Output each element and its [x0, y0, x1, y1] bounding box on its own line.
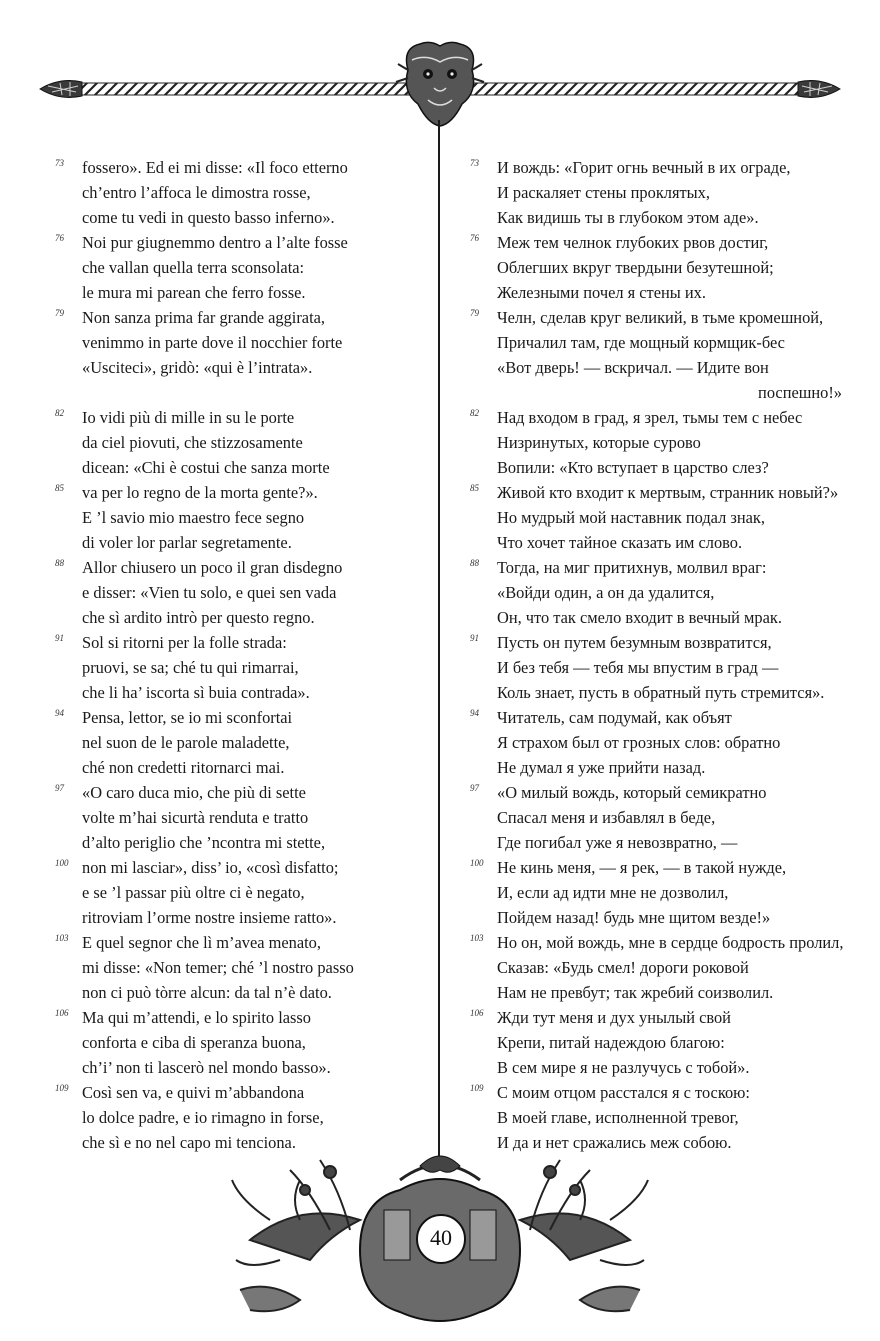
verse-line [470, 630, 855, 655]
verse-text: Сказав: «Будь смел! дороги роковой [497, 958, 749, 977]
verse-line [55, 680, 430, 705]
verse-line [55, 855, 430, 880]
verse-text: ch’i’ non ti lascerò nel mondo basso». [82, 1058, 331, 1077]
italian-column [55, 155, 430, 1155]
verse-text: Не думал я уже прийти назад. [497, 758, 706, 777]
verse-text: E ’l savio mio maestro fece segno [82, 508, 305, 527]
stanza [55, 780, 430, 855]
verse-line [470, 330, 855, 355]
verse-text: И без тебя — тебя мы впустим в град — [497, 658, 779, 677]
verse-text: nel suon de le parole maladette, [82, 733, 290, 752]
line-number: 79 [470, 308, 479, 318]
verse-text: Тогда, на миг притихнув, молвил враг: [497, 558, 767, 577]
verse-line [470, 255, 855, 280]
verse-line [470, 1105, 855, 1130]
foliage-left [232, 1160, 360, 1311]
verse-text: ch’entro l’affoca le dimostra rosse, [82, 183, 311, 202]
stanza [55, 480, 430, 555]
verse-line [55, 830, 430, 855]
verse-line [470, 155, 855, 180]
stanza [470, 480, 855, 555]
verse-line [55, 205, 430, 230]
stanza [55, 305, 430, 405]
verse-line [55, 555, 430, 580]
line-number: 100 [470, 858, 484, 868]
pine-cone-finial-right [798, 81, 840, 98]
stanza [470, 230, 855, 305]
stanza [470, 405, 855, 480]
verse-line [470, 855, 855, 880]
verse-text: «О милый вождь, который семикратно [497, 783, 767, 802]
verse-text: ché non credetti ritornarci mai. [82, 758, 285, 777]
stanza [55, 1005, 430, 1080]
verse-line [55, 280, 430, 305]
verse-text: Где погибал уже я невозвратно, — [497, 833, 738, 852]
line-number: 100 [55, 858, 69, 868]
verse-text: va per lo regno de la morta gente?». [82, 483, 318, 502]
verse-line [470, 380, 855, 405]
header-ornament [0, 0, 880, 150]
stanza [55, 555, 430, 630]
verse-text: Он, что так смело входит в вечный мрак. [497, 608, 782, 627]
verse-text: И, если ад идти мне не дозволил, [497, 883, 729, 902]
verse-text: «Вот дверь! — вскричал. — Идите вон [497, 358, 769, 377]
verse-text: che vallan quella terra sconsolata: [82, 258, 305, 277]
stanza [55, 930, 430, 1005]
verse-line [470, 530, 855, 555]
verse-text: Ma qui m’attendi, e lo spirito lasso [82, 1008, 311, 1027]
verse-line [55, 730, 430, 755]
verse-line [55, 605, 430, 630]
verse-line [470, 1055, 855, 1080]
verse-text: Но он, мой вождь, мне в сердце бодрость пролил, [497, 933, 844, 952]
line-number: 94 [470, 708, 479, 718]
verse-text: Я страхом был от грозных слов: обратно [497, 733, 781, 752]
verse-text: non ci può tòrre alcun: da tal n’è dato. [82, 983, 332, 1002]
russian-column [470, 155, 855, 1155]
verse-text: Железными почел я стены их. [497, 283, 706, 302]
verse-text: Io vidi più di mille in su le porte [82, 408, 295, 427]
verse-text: mi disse: «Non temer; ché ’l nostro passo [82, 958, 354, 977]
verse-line [55, 905, 430, 930]
line-number: 82 [55, 408, 64, 418]
verse-line [470, 455, 855, 480]
verse-line [55, 180, 430, 205]
stanza [55, 155, 430, 230]
verse-text: che sì e no nel capo mi tenciona. [82, 1133, 296, 1152]
page-number: 40 [430, 1225, 452, 1250]
verse-line [55, 1105, 430, 1130]
verse-line [470, 230, 855, 255]
verse-text: Пойдем назад! будь мне щитом везде!» [497, 908, 771, 927]
verse-text: Облегших вкруг твердыни безутешной; [497, 258, 774, 277]
verse-text: Как видишь ты в глубоком этом аде». [497, 208, 759, 227]
verse-text: Пусть он путем безумным возвратится, [497, 633, 772, 652]
verse-line [55, 305, 430, 330]
verse-text: И вождь: «Горит огнь вечный в их ограде, [497, 158, 791, 177]
verse-line [470, 880, 855, 905]
verse-line [470, 730, 855, 755]
verse-text: Что хочет тайное сказать им слово. [497, 533, 743, 552]
verse-line [55, 705, 430, 730]
verse-line [470, 955, 855, 980]
stanza [55, 230, 430, 305]
verse-text: Жди тут меня и дух унылый свой [497, 1008, 731, 1027]
verse-line [470, 655, 855, 680]
verse-text: Noi pur giugnemmo dentro a l’alte fosse [82, 233, 348, 252]
line-number: 79 [55, 308, 64, 318]
verse-line [470, 605, 855, 630]
verse-text: Non sanza prima far grande aggirata, [82, 308, 326, 327]
verse-line [470, 555, 855, 580]
line-number: 88 [470, 558, 479, 568]
verse-line [470, 705, 855, 730]
line-number: 85 [55, 483, 64, 493]
verse-line [470, 780, 855, 805]
verse-line [55, 505, 430, 530]
verse-text: Не кинь меня, — я рек, — в такой нужде, [497, 858, 787, 877]
verse-text: venimmo in parte dove il nocchier forte [82, 333, 343, 352]
stanza [470, 705, 855, 780]
verse-text: Sol si ritorni per la folle strada: [82, 633, 287, 652]
verse-line [55, 355, 430, 380]
verse-text: И да и нет сражались меж собою. [497, 1133, 732, 1152]
verse-text: «O caro duca mio, che più di sette [82, 783, 306, 802]
verse-line [55, 805, 430, 830]
verse-line [470, 1080, 855, 1105]
foliage-right [520, 1160, 648, 1311]
verse-line [55, 880, 430, 905]
verse-line [55, 1030, 430, 1055]
verse-line [470, 905, 855, 930]
verse-text: «Usciteci», gridò: «qui è l’intrata». [82, 358, 313, 377]
line-number: 73 [55, 158, 64, 168]
stanza [470, 305, 855, 405]
verse-text: E quel segnor che lì m’avea menato, [82, 933, 321, 952]
verse-line [55, 1055, 430, 1080]
verse-text: С моим отцом расстался я с тоскою: [497, 1083, 750, 1102]
verse-line [470, 355, 855, 380]
verse-text: Низринутых, которые сурово [497, 433, 701, 452]
line-number: 88 [55, 558, 64, 568]
verse-line [470, 505, 855, 530]
stanza [55, 405, 430, 480]
verse-line [55, 330, 430, 355]
line-number: 106 [470, 1008, 484, 1018]
verse-line [470, 805, 855, 830]
verse-line [470, 305, 855, 330]
verse-line [470, 480, 855, 505]
line-number: 97 [55, 783, 64, 793]
verse-text: pruovi, se sa; ché tu qui rimarrai, [82, 658, 299, 677]
verse-text: Нам не превбут; так жребий соизволил. [497, 983, 774, 1002]
verse-text: conforta e ciba di speranza buona, [82, 1033, 306, 1052]
verse-text: dicean: «Chi è costui che sanza morte [82, 458, 330, 477]
line-number: 97 [470, 783, 479, 793]
verse-text: da ciel piovuti, che stizzosamente [82, 433, 303, 452]
verse-line [55, 955, 430, 980]
verse-line [470, 830, 855, 855]
verse-line [55, 980, 430, 1005]
verse-line [470, 430, 855, 455]
line-number: 103 [55, 933, 69, 943]
verse-text: e disser: «Vien tu solo, e quei sen vada [82, 583, 337, 602]
line-number: 91 [55, 633, 64, 643]
verse-text: Живой кто входит к мертвым, странник новый?» [497, 483, 839, 502]
verse-line [55, 455, 430, 480]
verse-text: «Войди один, а он да удалится, [497, 583, 715, 602]
verse-line [470, 1030, 855, 1055]
verse-text: non mi lasciar», diss’ io, «così disfatto; [82, 858, 339, 877]
verse-text: Но мудрый мой наставник подал знак, [497, 508, 765, 527]
verse-line [55, 780, 430, 805]
line-number: 82 [470, 408, 479, 418]
verse-line [55, 380, 430, 405]
stanza [470, 855, 855, 930]
verse-text: В сем мире я не разлучусь с тобой». [497, 1058, 750, 1077]
verse-text: di voler lor parlar segretamente. [82, 533, 292, 552]
verse-line [470, 280, 855, 305]
verse-line [470, 180, 855, 205]
stanza [470, 780, 855, 855]
verse-text: volte m’hai sicurtà renduta e tratto [82, 808, 309, 827]
pine-cone-finial-left [40, 81, 82, 98]
verse-text: Читатель, сам подумай, как объят [497, 708, 732, 727]
verse-text: che sì ardito intrò per questo regno. [82, 608, 315, 627]
verse-line [470, 580, 855, 605]
line-number: 109 [470, 1083, 484, 1093]
verse-line [470, 1005, 855, 1030]
verse-text: Коль знает, пусть в обратный путь стремится». [497, 683, 825, 702]
verse-text: come tu vedi in questo basso inferno». [82, 208, 335, 227]
verse-line [55, 255, 430, 280]
verse-text: le mura mi parean che ferro fosse. [82, 283, 306, 302]
verse-line [55, 580, 430, 605]
verse-text: Pensa, lettor, se io mi sconfortai [82, 708, 293, 727]
verse-text: Причалил там, где мощный кормщик-бес [497, 333, 785, 352]
line-number: 73 [470, 158, 479, 168]
verse-text: Над входом в град, я зрел, тьмы тем с небес [497, 408, 803, 427]
verse-text: Челн, сделав круг великий, в тьме кромешной, [497, 308, 824, 327]
verse-text: Вопили: «Кто вступает в царство слез? [497, 458, 769, 477]
verse-text: d’alto periglio che ’ncontra mi stette, [82, 833, 326, 852]
column-divider [438, 120, 440, 1160]
verse-line [470, 680, 855, 705]
verse-text: fossero». Ed ei mi disse: «Il foco etterno [82, 158, 348, 177]
line-number: 85 [470, 483, 479, 493]
verse-line [470, 205, 855, 230]
verse-text: Così sen va, e quivi m’abbandona [82, 1083, 305, 1102]
stanza [55, 855, 430, 930]
verse-text: В моей главе, исполненной тревог, [497, 1108, 739, 1127]
verse-line [55, 655, 430, 680]
line-number: 106 [55, 1008, 69, 1018]
verse-text: Allor chiusero un poco il gran disdegno [82, 558, 343, 577]
verse-line [55, 1005, 430, 1030]
verse-line [55, 405, 430, 430]
lion-mask-icon [396, 42, 484, 126]
line-number: 94 [55, 708, 64, 718]
line-number: 76 [55, 233, 64, 243]
stanza [470, 1005, 855, 1080]
verse-line [55, 480, 430, 505]
stanza [470, 555, 855, 630]
verse-line [55, 1080, 430, 1105]
verse-text: che li ha’ iscorta sì buia contrada». [82, 683, 310, 702]
verse-line [55, 530, 430, 555]
line-number: 91 [470, 633, 479, 643]
verse-text: Крепи, питай надеждою благою: [497, 1033, 725, 1052]
verse-text: Меж тем челнок глубоких рвов достиг, [497, 233, 769, 252]
verse-text: Спасал меня и избавлял в беде, [497, 808, 716, 827]
verse-text: e se ’l passar più oltre ci è negato, [82, 883, 305, 902]
verse-line [470, 405, 855, 430]
verse-line [470, 930, 855, 955]
verse-text: lo dolce padre, e io rimagno in forse, [82, 1108, 324, 1127]
stanza [470, 930, 855, 1005]
verse-line [55, 230, 430, 255]
verse-line [55, 430, 430, 455]
stanza [55, 630, 430, 705]
stanza [55, 705, 430, 780]
verse-text: поспешно!» [758, 383, 842, 402]
verse-text: ritroviam l’orme nostre insieme ratto». [82, 908, 337, 927]
line-number: 103 [470, 933, 484, 943]
stanza [470, 155, 855, 230]
verse-line [55, 155, 430, 180]
verse-line [55, 630, 430, 655]
verse-line [470, 755, 855, 780]
verse-line [55, 930, 430, 955]
verse-line [470, 980, 855, 1005]
line-number: 76 [470, 233, 479, 243]
stanza [470, 630, 855, 705]
verse-text: И раскаляет стены проклятых, [497, 183, 710, 202]
line-number: 109 [55, 1083, 69, 1093]
verse-line [55, 755, 430, 780]
